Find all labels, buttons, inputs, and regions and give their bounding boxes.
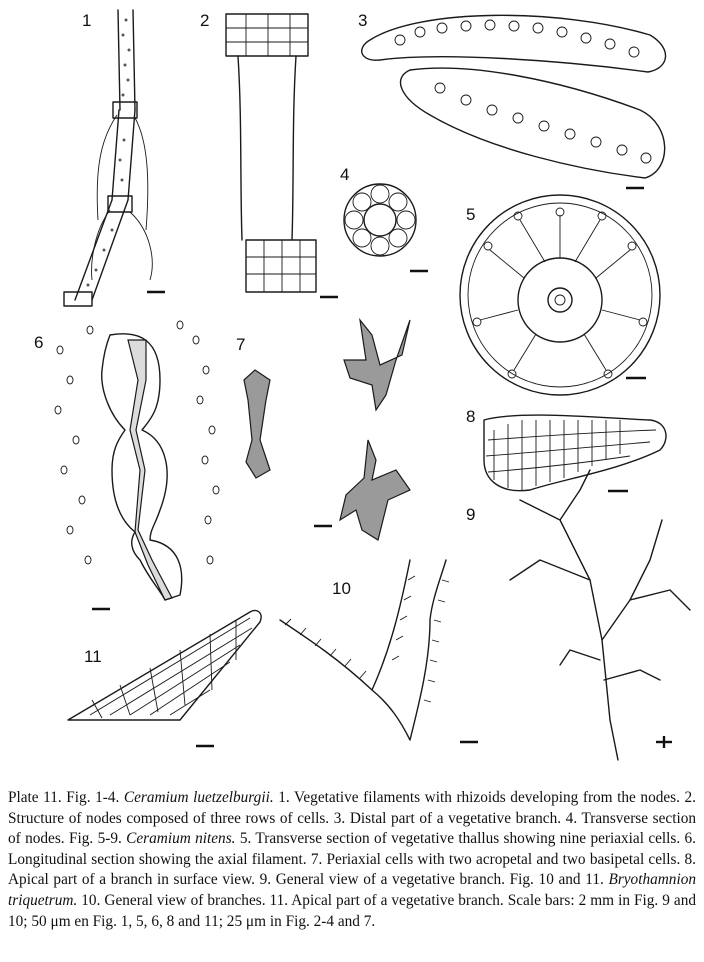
plate-caption [8, 788, 696, 932]
fig1-drawing [64, 10, 165, 306]
fig2-drawing [226, 14, 338, 297]
figure-label-8: 8 [466, 407, 476, 426]
caption-species-ceramium-luetzelburgii: Ceramium luetzelburgii. [123, 789, 274, 806]
figure-label-7: 7 [236, 335, 246, 354]
figure-label-11: 11 [84, 647, 102, 666]
figure-label-5: 5 [466, 205, 476, 224]
fig6-drawing [55, 321, 219, 609]
fig9-drawing [510, 470, 690, 760]
caption-part-1: 1. Vegetative filaments with rhizoids developing from the nodes. 2. Structure of nodes composed of three rows of cells. 3. Distal part of a vegetative branch. 4. Transverse section of nodes. Fig. 5-9. [8, 789, 696, 848]
fig5-drawing [460, 195, 660, 395]
fig11-drawing [68, 610, 261, 746]
figure-label-4: 4 [340, 165, 350, 184]
caption-part-3: 10. General view of branches. 11. Apical part of a vegetative branch. Scale bars: 2 mm in Fig. 9 and 10; 50 μm en Fig. 1, 5, 6, 8 and 11; 25 μm in Fig. 2-4 and 7. [8, 891, 696, 930]
fig8-drawing [484, 415, 666, 491]
fig3-drawing [362, 15, 666, 188]
figure-label-2: 2 [200, 11, 210, 30]
figure-label-6: 6 [34, 333, 44, 352]
fig7-drawing [244, 320, 410, 540]
caption-species-bryothamnion-triquetrum: Bryothamnion triquetrum. [8, 871, 696, 909]
caption-part-2: 5. Transverse section of vegetative thallus showing nine periaxial cells. 6. Longitudinal section showing the axial filament. 7. Periaxial cells with two acropetal and two basipetal cells. 8. Apical part of a branch in surface view. 9. General view of a vegetative branch. Fig. 10 and 11. [8, 830, 697, 889]
caption-lead: Plate 11. Fig. 1-4. [8, 789, 124, 806]
fig10-drawing [280, 560, 478, 742]
figure-label-9: 9 [466, 505, 476, 524]
figure-label-3: 3 [358, 11, 368, 30]
fig4-drawing [344, 184, 428, 271]
figure-label-1: 1 [82, 11, 92, 30]
figure-label-10: 10 [332, 579, 351, 598]
caption-species-ceramium-nitens: Ceramium nitens. [126, 830, 236, 848]
